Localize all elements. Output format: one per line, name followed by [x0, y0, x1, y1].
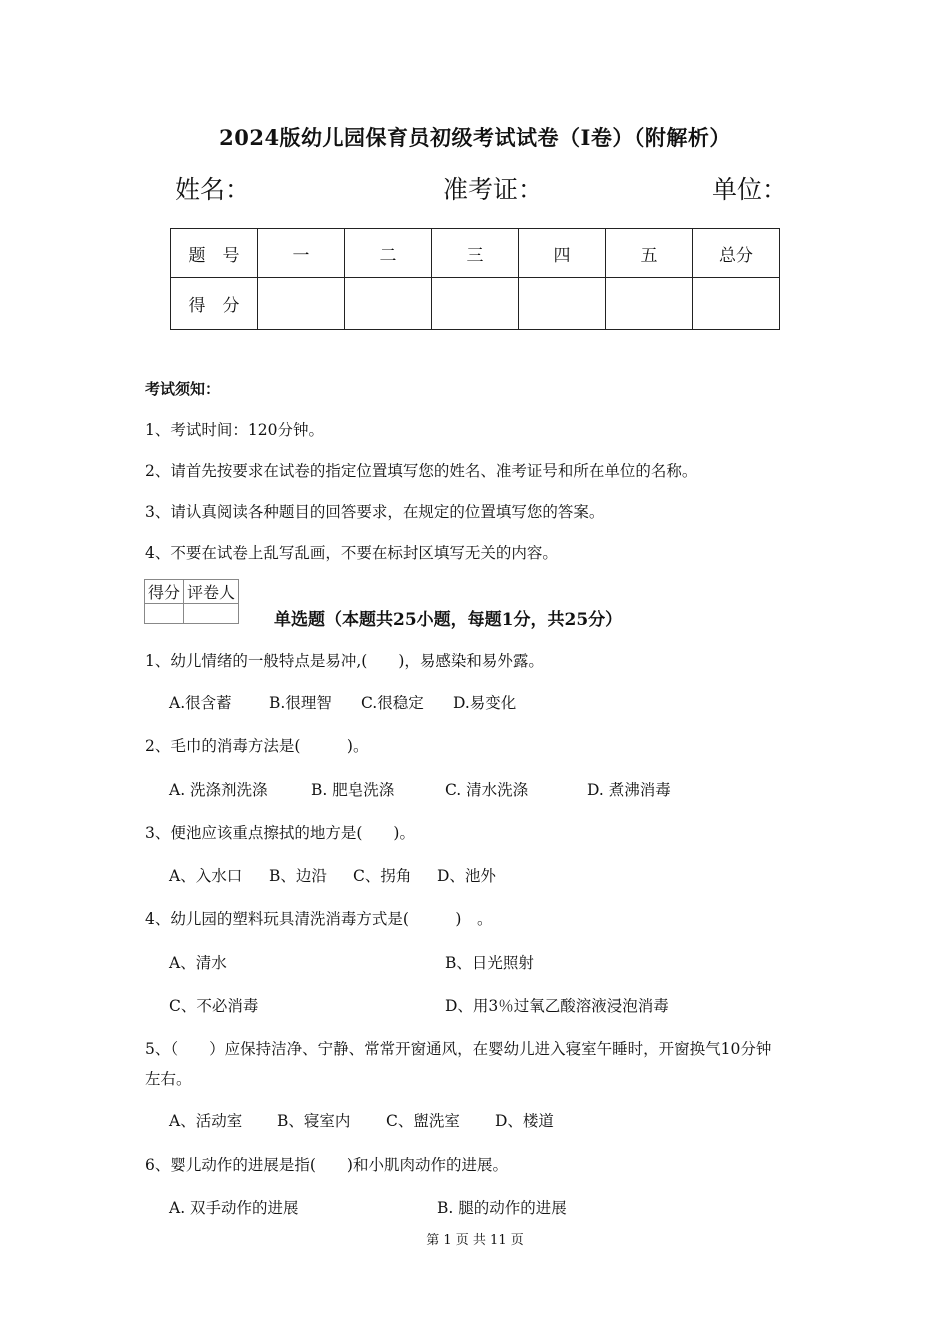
score-header-cell: 题 号	[171, 229, 258, 278]
question-option: D. 煮沸消毒	[587, 781, 671, 799]
question-option: A. 双手动作的进展	[169, 1199, 299, 1217]
grader-reviewer-label: 评卷人	[184, 580, 239, 604]
question-option: B、寝室内	[277, 1112, 351, 1130]
question-option: A、活动室	[169, 1112, 243, 1130]
section-title: 单选题（本题共25小题，每题1分，共25分）	[274, 610, 623, 630]
exam-title: 2024版幼儿园保育员初级考试试卷（I卷）（附解析）	[219, 125, 731, 150]
question-option: D、池外	[437, 867, 496, 885]
notice-item: 4、不要在试卷上乱写乱画，不要在标封区填写无关的内容。	[145, 544, 558, 562]
question-option: C、盥洗室	[386, 1112, 460, 1130]
question-option: A、入水口	[169, 867, 243, 885]
question-option: B. 腿的动作的进展	[437, 1199, 567, 1217]
score-cell	[432, 278, 519, 330]
score-cell	[519, 278, 606, 330]
unit-field-label: 单位：	[712, 175, 788, 204]
score-header-cell: 一	[258, 229, 345, 278]
score-header-cell: 三	[432, 229, 519, 278]
question-option: C、不必消毒	[169, 997, 259, 1015]
question-option: A. 洗涤剂洗涤	[169, 781, 268, 799]
grader-box	[144, 579, 239, 624]
score-cell	[606, 278, 693, 330]
score-table-score-row	[171, 278, 780, 330]
question-stem: 5、（ ）应保持洁净、宁静、常常开窗通风，在婴幼儿进入寝室午睡时，开窗换气10分钟	[145, 1040, 772, 1058]
page-footer: 第 1 页 共 11 页	[426, 1233, 524, 1248]
score-cell	[258, 278, 345, 330]
question-option: C.很稳定	[361, 694, 424, 712]
score-header-cell: 二	[345, 229, 432, 278]
question-option: B.很理智	[269, 694, 332, 712]
question-option: C、拐角	[353, 867, 412, 885]
notice-item: 1、考试时间：120分钟。	[145, 421, 324, 439]
score-table	[170, 228, 780, 330]
exam-number-field-label: 准考证：	[443, 175, 544, 204]
question-option: D、楼道	[495, 1112, 554, 1130]
question-option: C. 清水洗涤	[445, 781, 529, 799]
question-option: B、日光照射	[445, 954, 534, 972]
notice-item: 2、请首先按要求在试卷的指定位置填写您的姓名、准考证号和所在单位的名称。	[145, 462, 698, 480]
question-stem: 4、幼儿园的塑料玩具清洗消毒方式是( ) 。	[145, 910, 493, 928]
question-stem-continuation: 左右。	[145, 1070, 192, 1088]
grader-header-row	[145, 580, 239, 604]
question-option: B. 肥皂洗涤	[311, 781, 395, 799]
question-option: A、清水	[169, 954, 227, 972]
name-field-label: 姓名：	[175, 175, 251, 204]
grader-score-cell	[145, 604, 184, 624]
score-row-label: 得 分	[171, 278, 258, 330]
question-stem: 3、便池应该重点擦拭的地方是( )。	[145, 824, 415, 842]
grader-blank-row	[145, 604, 239, 624]
question-option: D、用3％过氧乙酸溶液浸泡消毒	[445, 997, 669, 1015]
question-option: D.易变化	[453, 694, 517, 712]
notice-item: 3、请认真阅读各种题目的回答要求，在规定的位置填写您的答案。	[145, 503, 605, 521]
question-option: B、边沿	[269, 867, 327, 885]
score-header-cell: 五	[606, 229, 693, 278]
question-stem: 2、毛巾的消毒方法是( )。	[145, 737, 369, 755]
grader-score-label: 得分	[145, 580, 184, 604]
score-header-cell: 总分	[693, 229, 780, 278]
score-table-header-row	[171, 229, 780, 278]
score-header-cell: 四	[519, 229, 606, 278]
grader-reviewer-cell	[184, 604, 239, 624]
question-option: A.很含蓄	[169, 694, 232, 712]
score-cell	[345, 278, 432, 330]
score-cell	[693, 278, 780, 330]
question-stem: 6、婴儿动作的进展是指( )和小肌肉动作的进展。	[145, 1156, 508, 1174]
question-stem: 1、幼儿情绪的一般特点是易冲,( )，易感染和易外露。	[145, 652, 544, 670]
notice-heading: 考试须知：	[145, 380, 221, 398]
